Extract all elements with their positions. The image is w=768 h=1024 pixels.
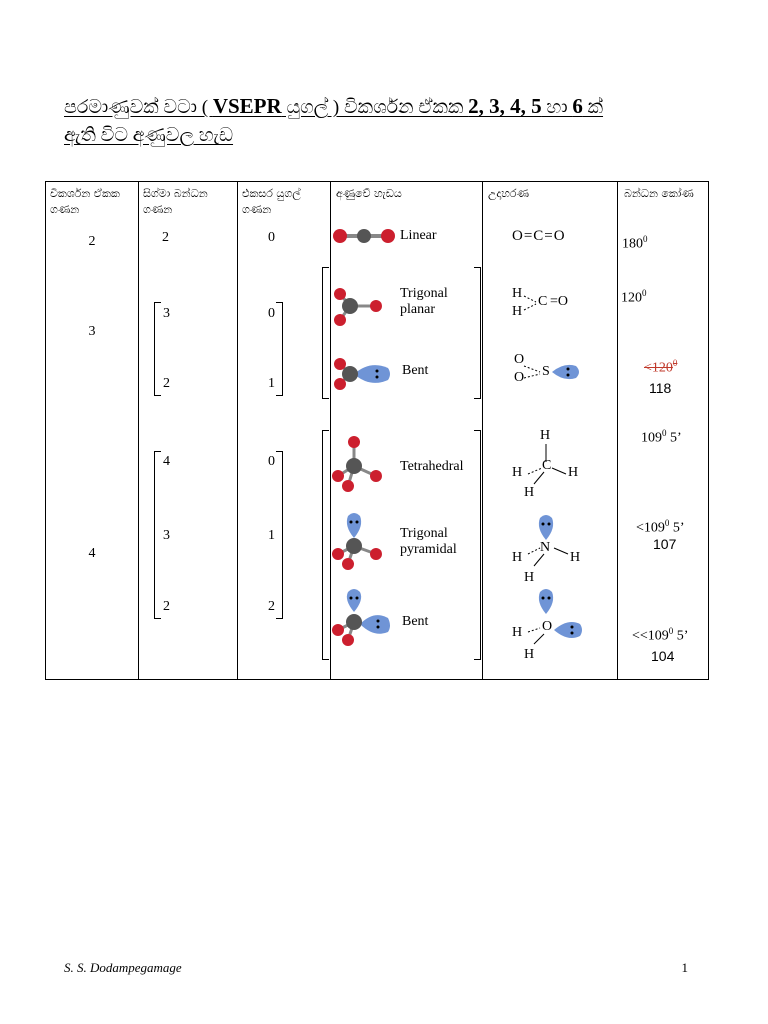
example-methane-h-left: H	[512, 465, 523, 480]
example-formaldehyde-o: =O	[550, 294, 569, 309]
col-divider	[617, 182, 618, 679]
title-part3: හා	[541, 97, 573, 118]
shape-bracket-right	[474, 430, 481, 660]
footer-author: S. S. Dodampegamage	[64, 960, 182, 975]
header-sigma: සිග්මා බන්ධන ගණන	[143, 187, 208, 216]
example-methane-c: C	[542, 458, 552, 473]
shape-linear: Linear	[400, 228, 437, 243]
lone-bracket	[276, 302, 283, 396]
example-water-h-left: H	[512, 625, 523, 640]
linear-model-icon	[330, 226, 400, 246]
page-number: 1	[681, 960, 688, 975]
example-water-h-bottom: H	[524, 647, 535, 662]
sigma-row3: 2	[163, 376, 170, 391]
title-part1: පරමාණුවක් වටා (	[64, 97, 213, 118]
example-ammonia-h-bottom: H	[524, 570, 535, 585]
header-lone: එකසර යුගල් ගණන	[242, 187, 301, 216]
example-formaldehyde-h2: H	[512, 304, 523, 319]
bent-lone-pair-model-icon	[330, 356, 400, 392]
shape-bracket-left	[322, 430, 329, 660]
header-angle: බන්ධන කෝණ	[624, 187, 694, 200]
angle-row3-corrected: 118	[649, 380, 672, 396]
sigma-row5: 3	[163, 528, 170, 543]
units-4: 4	[88, 546, 96, 561]
shape-bracket-right	[474, 267, 481, 399]
angle-row6: $<<109^0$ 5’	[632, 626, 689, 644]
lone-row5: 1	[268, 528, 275, 543]
page-title	[64, 92, 724, 150]
example-methane-h-right: H	[568, 465, 579, 480]
example-ammonia-h-left: H	[512, 550, 523, 565]
example-formaldehyde-c: C	[538, 294, 548, 309]
trigonal-pyramidal-model-icon	[330, 512, 390, 572]
example-co2: O=C=O	[512, 228, 566, 244]
lone-row3: 1	[268, 376, 275, 391]
bent-two-lone-pairs-model-icon	[330, 588, 400, 648]
vsepr-table	[45, 181, 709, 680]
angle-row5: $<109^0$ 5’	[636, 518, 685, 536]
sigma-row4: 4	[163, 454, 170, 469]
col-divider	[482, 182, 483, 679]
title-six: 6	[572, 94, 583, 118]
example-methane-h-bottom: H	[524, 485, 535, 500]
lone-row2: 0	[268, 306, 275, 321]
example-formaldehyde-h1: H	[512, 286, 523, 301]
lone-row1: 0	[268, 230, 275, 245]
example-ammonia-n: N	[540, 540, 551, 555]
angle-row2: $120^0$	[621, 288, 647, 306]
shape-trigonal-pyramidal: Trigonal pyramidal	[400, 526, 457, 557]
example-so2-s: S	[542, 364, 550, 379]
col-divider	[237, 182, 238, 679]
header-example: උදාහරණ	[488, 187, 529, 200]
shape-bent-3: Bent	[402, 363, 429, 378]
header-shape: අණුවේ හැඩය	[336, 187, 402, 200]
title-part4: ක්	[582, 97, 604, 118]
angle-row5-corrected: 107	[653, 536, 677, 552]
tetrahedral-model-icon	[330, 434, 390, 494]
angle-row6-corrected: 104	[651, 648, 675, 664]
sigma-row2: 3	[163, 306, 170, 321]
shape-bracket-left	[322, 267, 329, 399]
shape-bent-4: Bent	[402, 614, 429, 629]
example-so2-o1: O	[514, 352, 525, 367]
title-numbers: 2, 3, 4, 5	[468, 94, 542, 118]
angle-row4: $109^0$ 5’	[641, 428, 682, 446]
title-part2: යුගල් ) විකර්ශන ඒකක	[281, 97, 469, 118]
lone-row6: 2	[268, 599, 275, 614]
example-water-o: O	[542, 619, 553, 634]
shape-tetrahedral: Tetrahedral	[400, 459, 464, 474]
sigma-row6: 2	[163, 599, 170, 614]
col-divider	[138, 182, 139, 679]
header-units: විකර්ශන ඒකක ගණන	[50, 187, 120, 216]
sigma-bracket	[154, 302, 161, 396]
units-2: 2	[88, 234, 96, 249]
example-water-lone-pairs-icon	[510, 586, 600, 656]
example-methane-h-top: H	[540, 428, 551, 443]
title-vsepr: VSEPR	[212, 94, 282, 118]
units-3: 3	[88, 324, 96, 339]
example-so2-o2: O	[514, 370, 525, 385]
shape-trigonal-planar: Trigonal planar	[400, 286, 448, 317]
lone-bracket	[276, 451, 283, 619]
sigma-bracket	[154, 451, 161, 619]
trigonal-planar-model-icon	[330, 288, 390, 328]
example-ammonia-h-right: H	[570, 550, 581, 565]
angle-row1: $180^0$	[622, 234, 648, 252]
angle-row3: $<120^0$	[644, 358, 678, 376]
sigma-row1: 2	[162, 230, 169, 245]
title-line2: ඇති විට අණුවල හැඩ	[64, 125, 234, 146]
lone-row4: 0	[268, 454, 275, 469]
